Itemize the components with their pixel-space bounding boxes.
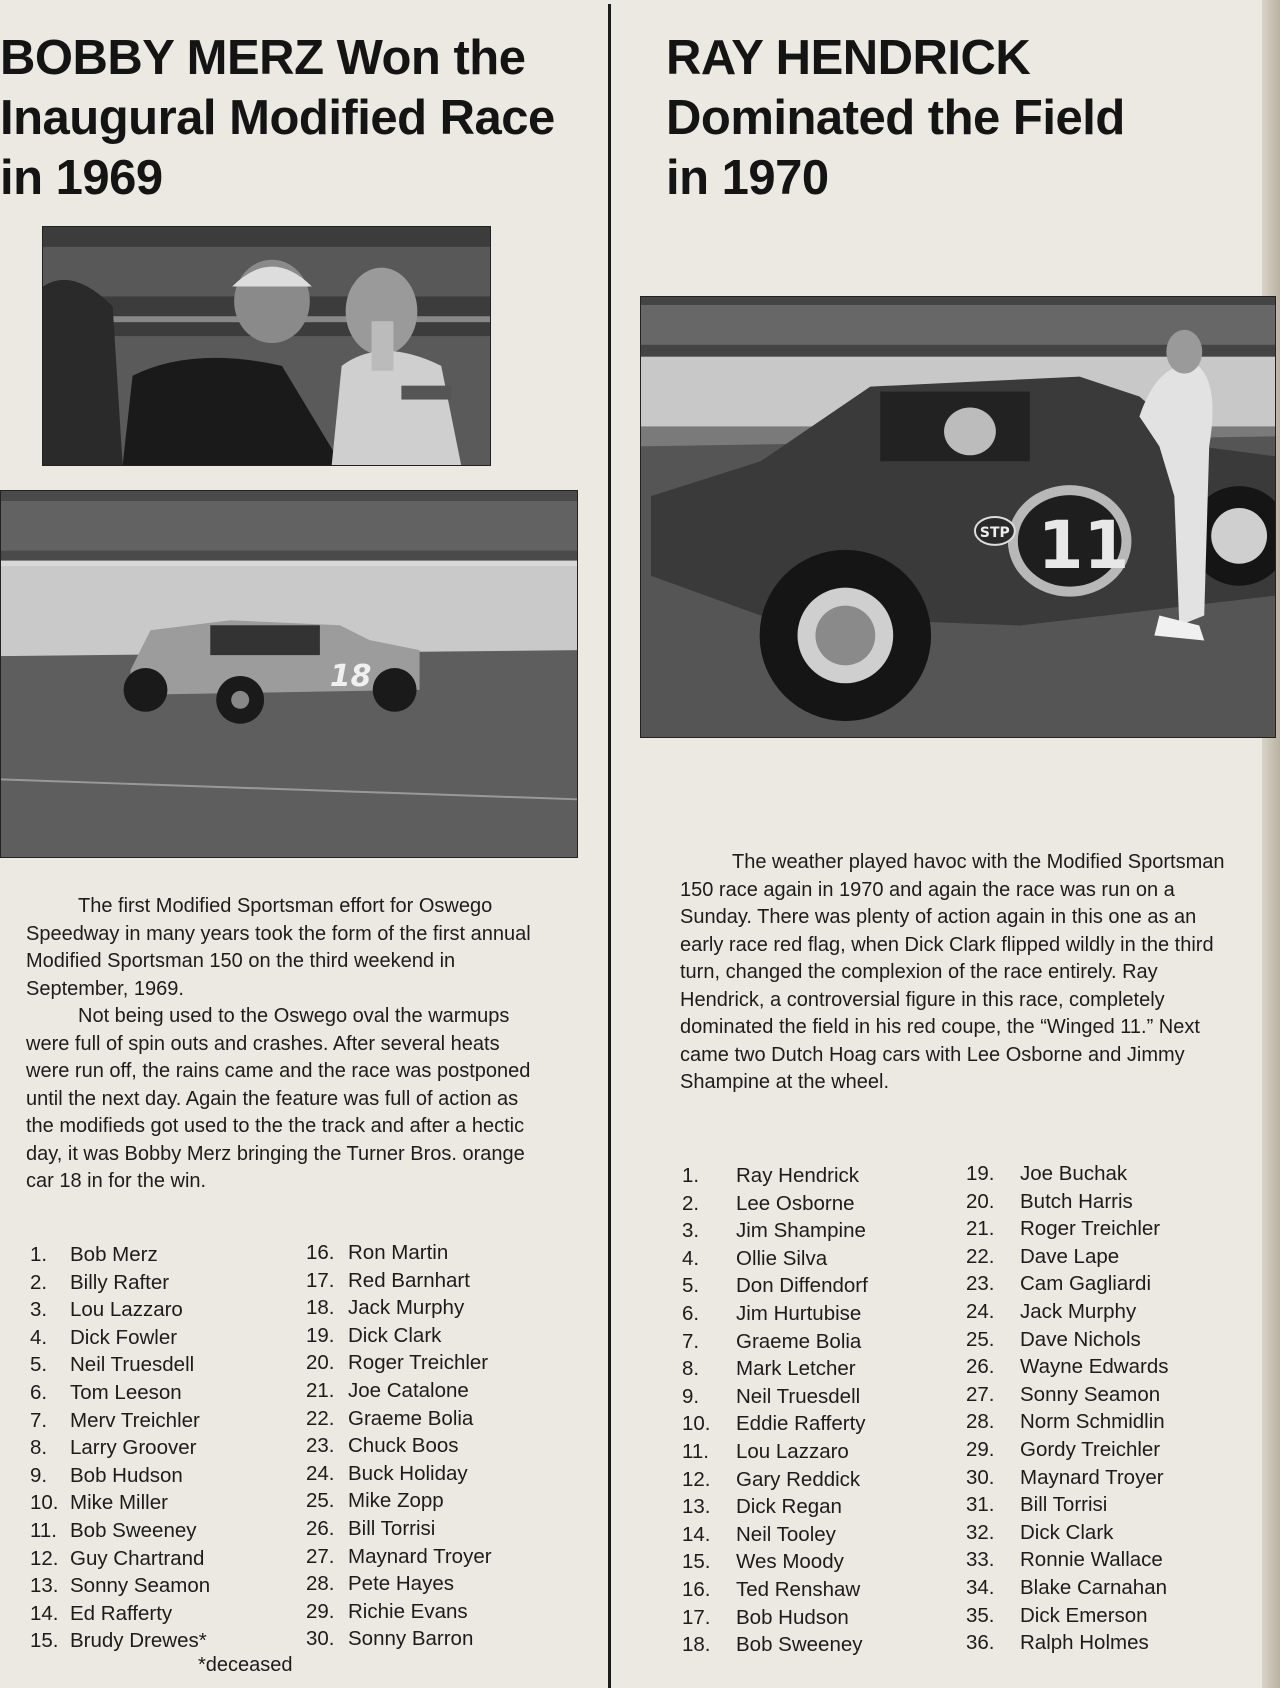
photo-winged-11-coupe	[640, 296, 1276, 738]
left-article-text	[26, 893, 546, 1196]
list-item: 20. Roger Treichler	[306, 1351, 489, 1375]
list-item: 8. Larry Groover	[30, 1436, 197, 1460]
car-18-number: 18	[329, 658, 372, 694]
list-item: 23. Cam Gagliardi	[966, 1272, 1152, 1296]
list-item: 14. Ed Rafferty	[30, 1601, 173, 1625]
list-item: 29. Richie Evans	[306, 1599, 468, 1623]
list-item: 5. Don Diffendorf	[682, 1274, 868, 1298]
page-edge	[1262, 0, 1280, 1688]
list-item: 15. Wes Moody	[682, 1550, 844, 1574]
list-item: 9. Bob Hudson	[30, 1463, 183, 1487]
list-item: 1. Ray Hendrick	[682, 1164, 860, 1187]
list-item: 6. Tom Leeson	[30, 1380, 182, 1404]
list-item: 26. Wayne Edwards	[966, 1355, 1169, 1379]
list-item: 23. Chuck Boos	[306, 1434, 459, 1458]
list-item: 21. Roger Treichler	[966, 1217, 1161, 1241]
list-item: 34. Blake Carnahan	[966, 1575, 1168, 1599]
list-item: 29. Gordy Treichler	[966, 1437, 1161, 1461]
list-item: 30. Sonny Barron	[306, 1627, 474, 1651]
right-results-column-1	[682, 1162, 868, 1659]
list-item: 4. Dick Fowler	[30, 1325, 178, 1349]
list-item: 16. Ron Martin	[306, 1241, 449, 1264]
list-item: 36. Ralph Holmes	[966, 1631, 1149, 1655]
list-item: 12. Gary Reddick	[682, 1467, 861, 1491]
car-11-number: 11	[1037, 506, 1130, 584]
list-item: 26. Bill Torrisi	[306, 1516, 436, 1540]
list-item: 20. Butch Harris	[966, 1189, 1133, 1213]
list-item: 14. Neil Tooley	[682, 1522, 836, 1546]
left-paragraph-2: Not being used to the Oswego oval the warmups were full of spin outs and crashes. After several heats were run off, the rains came and the race was postponed until the next day. Again the feature was full of action as the modifieds got used to the the track and after a hectic day, it was Bobby Merz bringing the Turner Bros. orange car 18 in for the win.	[26, 1005, 531, 1192]
list-item: 32. Dick Clark	[966, 1520, 1114, 1544]
left-headline-line-3: in 1969	[0, 151, 163, 205]
deceased-footnote: *deceased	[198, 1654, 293, 1676]
list-item: 13. Sonny Seamon	[30, 1574, 211, 1598]
left-headline-line-1: BOBBY MERZ Won the	[0, 31, 526, 85]
list-item: 22. Dave Lape	[966, 1244, 1120, 1268]
list-item: 10. Eddie Rafferty	[682, 1412, 866, 1436]
list-item: 15. Brudy Drewes*	[30, 1629, 207, 1653]
list-item: 11. Bob Sweeney	[30, 1518, 197, 1542]
list-item: 17. Bob Hudson	[682, 1605, 849, 1629]
list-item: 10. Mike Miller	[30, 1491, 168, 1515]
right-headline-line-3: in 1970	[666, 151, 829, 205]
list-item: 2. Billy Rafter	[30, 1270, 170, 1294]
list-item: 24. Buck Holiday	[306, 1461, 468, 1485]
stp-decal: STP	[979, 524, 1010, 541]
list-item: 6. Jim Hurtubise	[682, 1301, 862, 1325]
left-results-column-1	[30, 1241, 210, 1655]
list-item: 8. Mark Letcher	[682, 1357, 856, 1381]
list-item: 19. Joe Buchak	[966, 1162, 1128, 1185]
list-item: 13. Dick Regan	[682, 1495, 842, 1519]
list-item: 5. Neil Truesdell	[30, 1353, 195, 1377]
list-item: 35. Dick Emerson	[966, 1603, 1148, 1627]
list-item: 27. Maynard Troyer	[306, 1544, 492, 1568]
list-item: 31. Bill Torrisi	[966, 1493, 1108, 1517]
photo-trophy-presentation	[42, 226, 491, 466]
right-headline-line-2: Dominated the Field	[666, 91, 1125, 145]
list-item: 27. Sonny Seamon	[966, 1382, 1161, 1406]
right-article-text	[680, 849, 1232, 1097]
list-item: 17. Red Barnhart	[306, 1268, 470, 1292]
list-item: 2. Lee Osborne	[682, 1191, 855, 1215]
list-item: 33. Ronnie Wallace	[966, 1548, 1163, 1572]
list-item: 12. Guy Chartrand	[30, 1546, 205, 1570]
list-item: 4. Ollie Silva	[682, 1246, 828, 1270]
left-paragraph-1: The first Modified Sportsman effort for Oswego Speedway in many years took the form of the first annual Modified Sportsman 150 on the third weekend in September, 1969.	[26, 895, 531, 1000]
list-item: 28. Norm Schmidlin	[966, 1410, 1165, 1434]
left-headline	[0, 28, 555, 208]
left-results-column-2	[306, 1239, 492, 1653]
list-item: 7. Graeme Bolia	[682, 1329, 862, 1353]
list-item: 25. Mike Zopp	[306, 1489, 444, 1513]
list-item: 11. Lou Lazzaro	[682, 1439, 849, 1463]
list-item: 3. Jim Shampine	[682, 1219, 866, 1243]
list-item: 22. Graeme Bolia	[306, 1406, 474, 1430]
left-headline-line-2: Inaugural Modified Race	[0, 91, 555, 145]
list-item: 1. Bob Merz	[30, 1243, 158, 1266]
list-item: 18. Jack Murphy	[306, 1296, 465, 1320]
column-divider	[608, 4, 611, 1688]
list-item: 3. Lou Lazzaro	[30, 1298, 183, 1322]
list-item: 25. Dave Nichols	[966, 1327, 1141, 1351]
photo-car-18-on-track	[0, 490, 578, 858]
list-item: 9. Neil Truesdell	[682, 1384, 861, 1408]
list-item: 16. Ted Renshaw	[682, 1577, 861, 1601]
list-item: 19. Dick Clark	[306, 1323, 442, 1347]
list-item: 7. Merv Treichler	[30, 1408, 200, 1432]
right-headline	[666, 28, 1125, 208]
list-item: 21. Joe Catalone	[306, 1378, 469, 1402]
list-item: 28. Pete Hayes	[306, 1572, 454, 1596]
right-headline-line-1: RAY HENDRICK	[666, 31, 1031, 85]
list-item: 30. Maynard Troyer	[966, 1465, 1164, 1489]
right-results-column-2	[966, 1160, 1169, 1657]
right-paragraph-1: The weather played havoc with the Modified Sportsman 150 race again in 1970 and again the race was run on a Sunday. There was plenty of action again in this one as an early race red flag, when Dick Clark flipped wildly in the third turn, changed the complexion of the race entirely. Ray Hendrick, a controversial figure in this race, completely dominated the field in his red coupe, the “Winged 11.” Next came two Dutch Hoag cars with Lee Osborne and Jimmy Shampine at the wheel.	[680, 851, 1225, 1093]
list-item: 24. Jack Murphy	[966, 1299, 1137, 1323]
list-item: 18. Bob Sweeney	[682, 1633, 863, 1657]
